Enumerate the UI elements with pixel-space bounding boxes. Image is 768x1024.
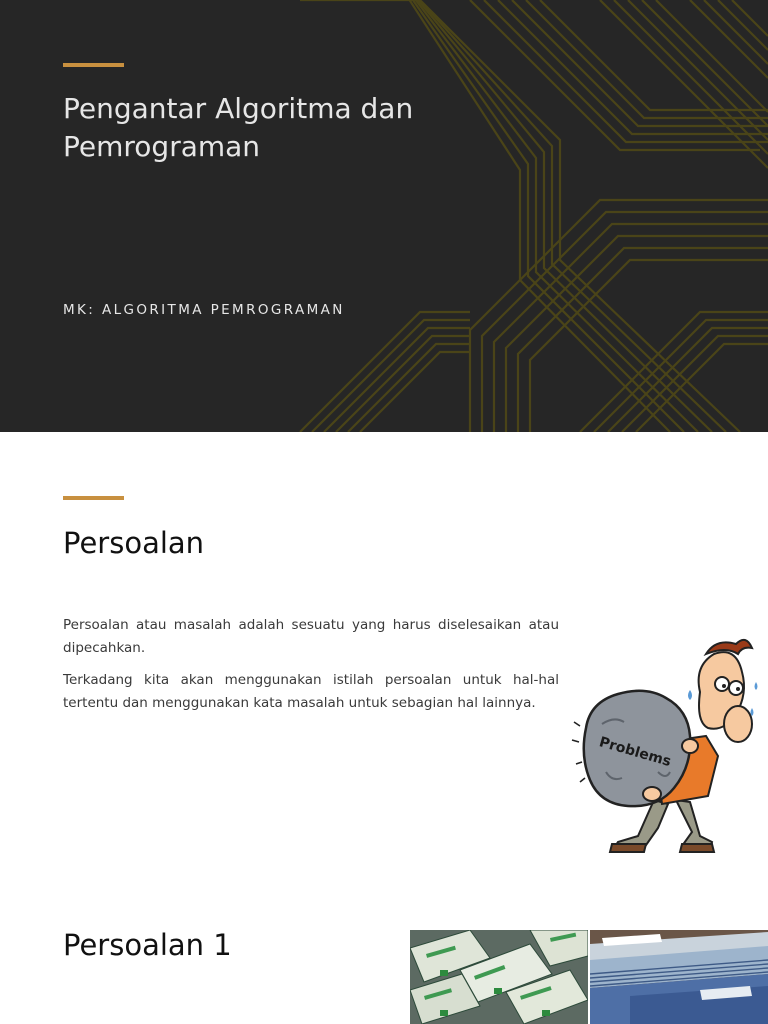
boulder-label: Problems bbox=[597, 734, 673, 771]
accent-bar bbox=[63, 63, 124, 67]
section-heading: Persoalan 1 bbox=[63, 928, 232, 962]
problems-cartoon bbox=[566, 632, 764, 858]
ktp-cards-photo bbox=[410, 930, 588, 1024]
paragraph: Terkadang kita akan menggunakan istilah persoalan untuk hal-hal tertentu dan menggunakan kata masalah untuk sebagian hal lainnya. bbox=[63, 672, 559, 711]
stacked-cards-photo bbox=[590, 930, 768, 1024]
paragraph: Persoalan atau masalah adalah sesuatu yang harus diselesaikan atau dipecahkan. bbox=[63, 617, 559, 656]
persoalan-1-slide bbox=[0, 864, 768, 1024]
section-heading: Persoalan bbox=[63, 526, 205, 560]
slide-subtitle: MK: ALGORITMA PEMROGRAMAN bbox=[63, 302, 345, 318]
accent-bar bbox=[63, 496, 124, 500]
persoalan-slide bbox=[0, 432, 768, 864]
slide-title: Pengantar Algoritma dan Pemrograman bbox=[63, 92, 414, 163]
title-slide bbox=[0, 0, 768, 432]
body-text bbox=[63, 614, 559, 724]
